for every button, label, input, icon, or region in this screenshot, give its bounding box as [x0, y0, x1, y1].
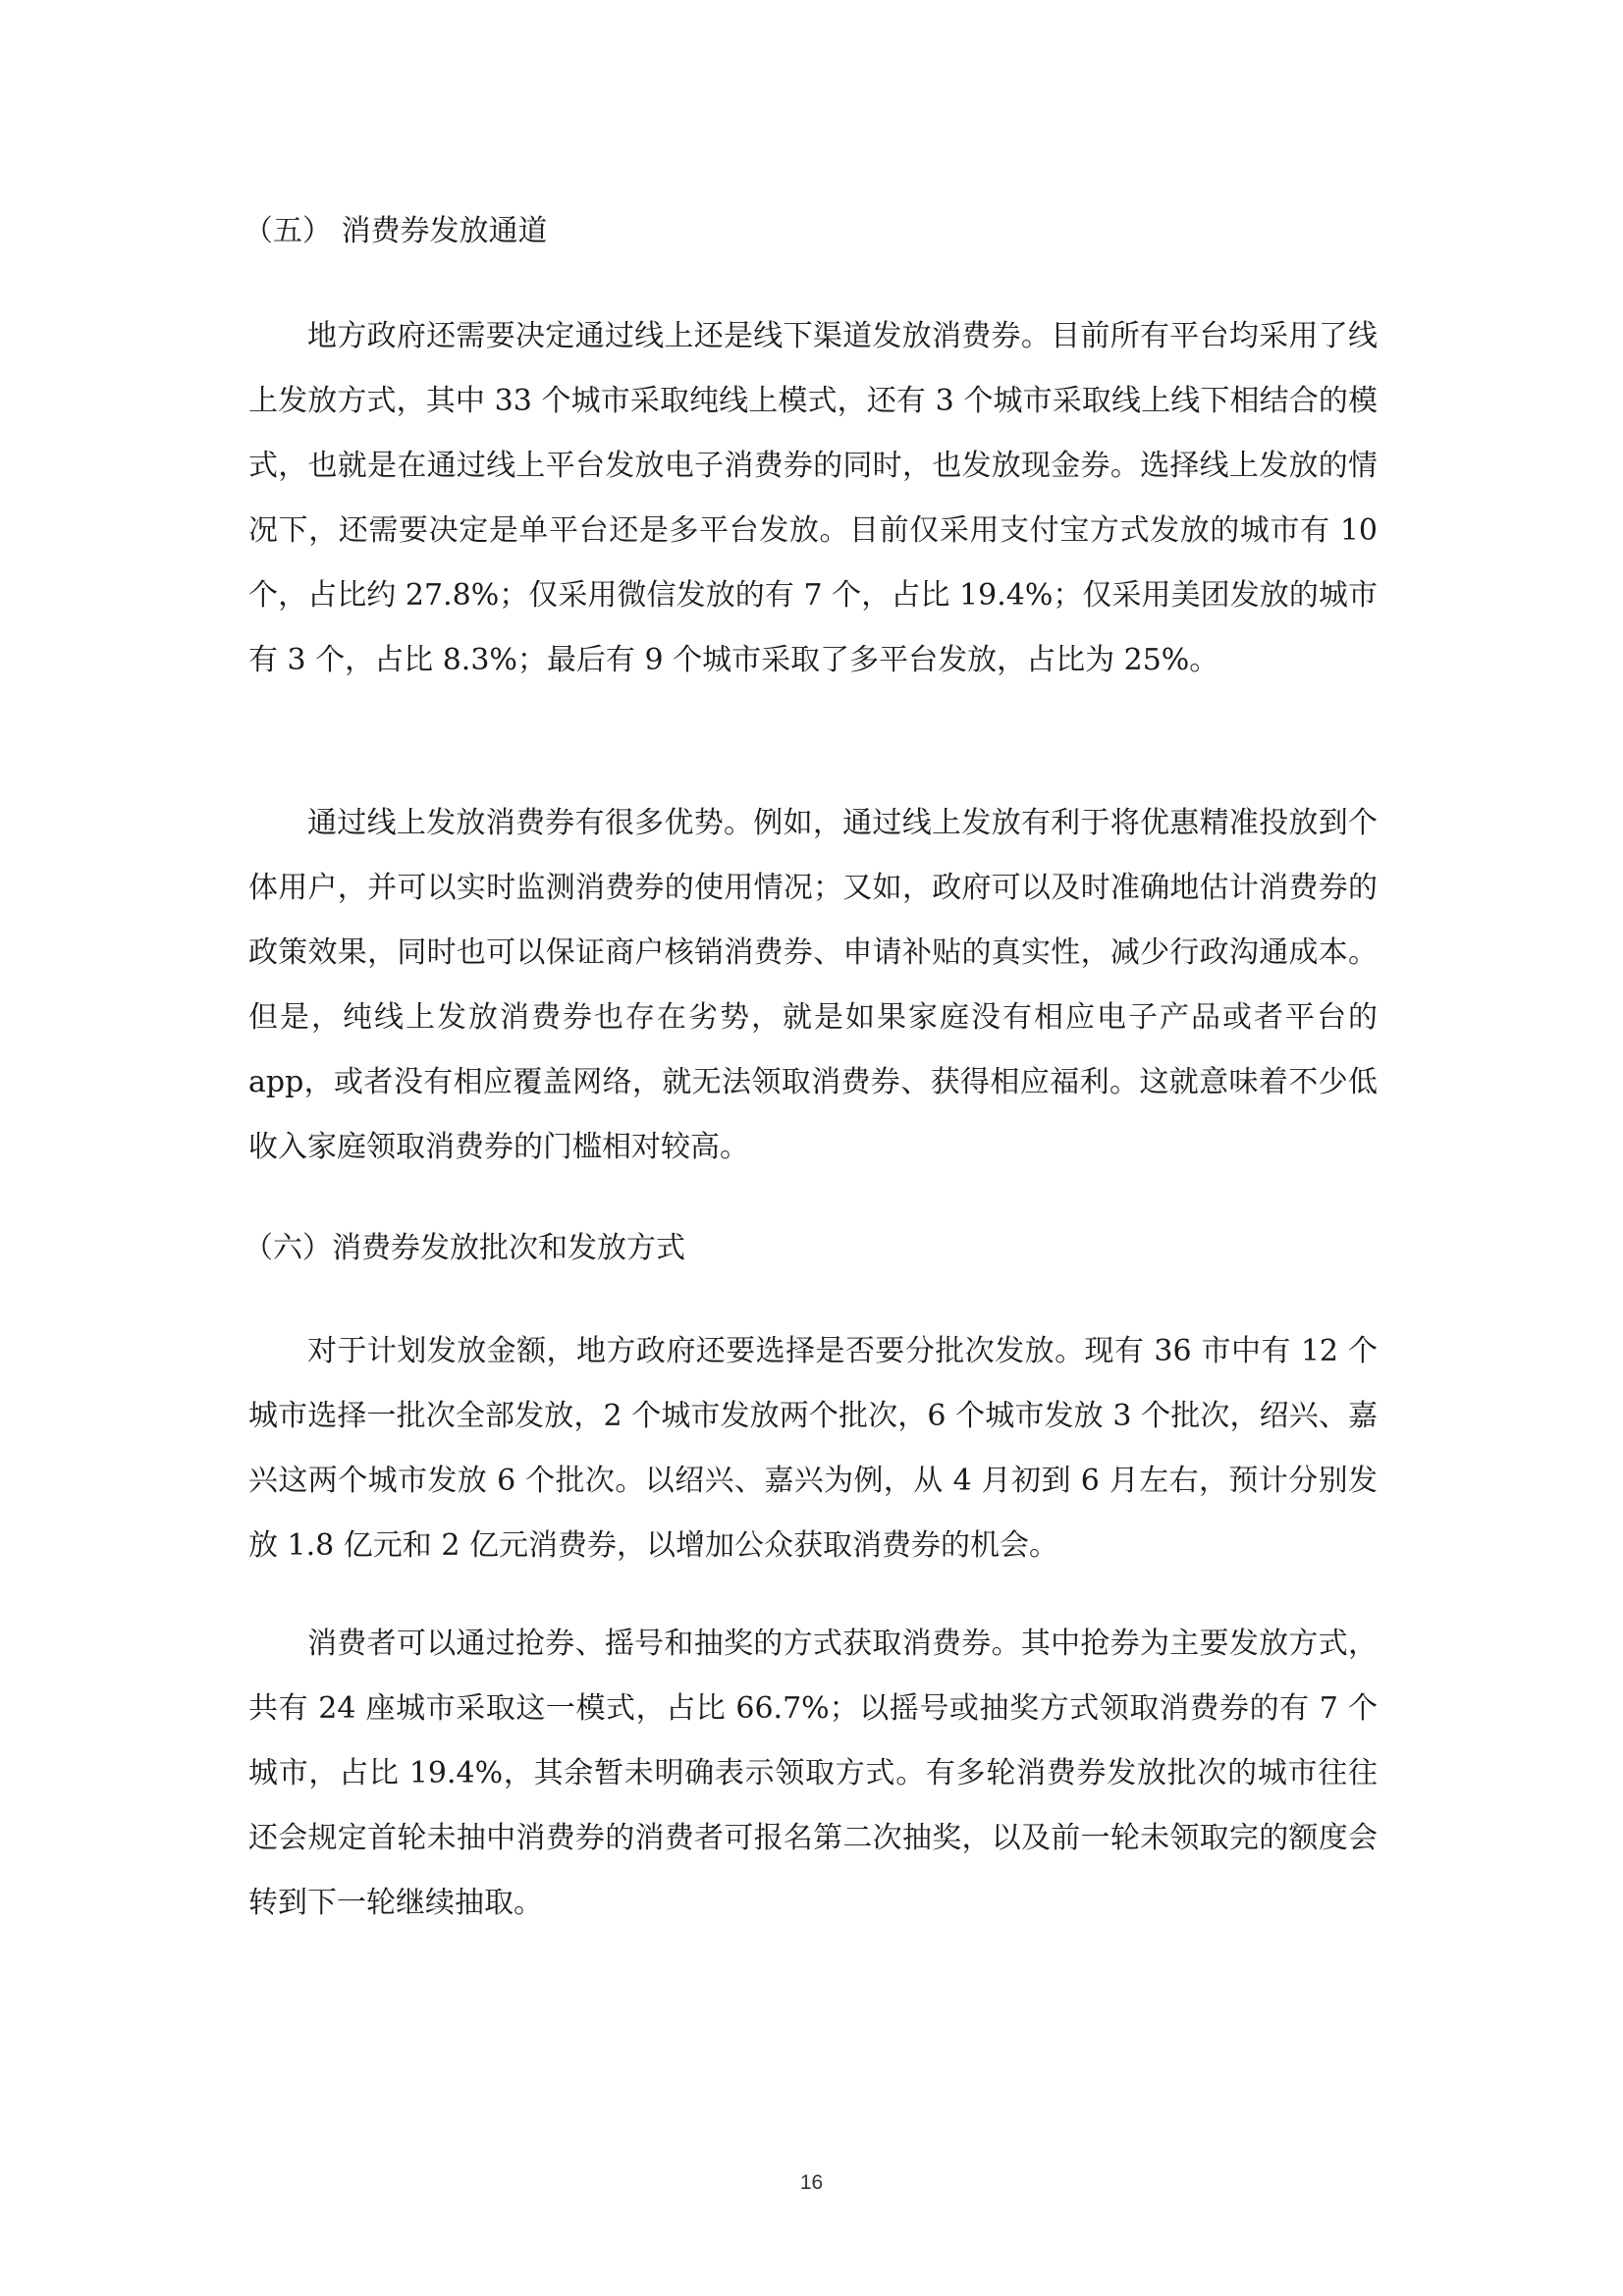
section-heading-5: （五） 消费券发放通道 [243, 214, 548, 248]
paragraph-online-advantages: 通过线上发放消费券有很多优势。例如，通过线上发放有利于将优惠精准投放到个体用户，并可以实时监测消费券的使用情况；又如，政府可以及时准确地估计消费券的政策效果，同时也可以保证商户核销消费券、申请补贴的真实性，减少行政沟通成本。但是，纯线上发放消费券也存在劣势，就是如果家庭没有相应电子产品或者平台的 app，或者没有相应覆盖网络，就无法领取消费券、获得相应福利。这就意味着不少低收入家庭领取消费券的门槛相对较高。 [248, 806, 1378, 1164]
paragraph-acquisition-methods: 消费者可以通过抢券、摇号和抽奖的方式获取消费券。其中抢券为主要发放方式，共有 24 座城市采取这一模式，占比 66.7%；以摇号或抽奖方式领取消费券的有 7 个城市，占比 19.4%，其余暂未明确表示领取方式。有多轮消费券发放批次的城市往往还会规定首轮未抽中消费券的消费者可报名第二次抽奖，以及前一轮未领取完的额度会转到下一轮继续抽取。 [248, 1627, 1378, 1920]
paragraph-online-offline-channels: 地方政府还需要决定通过线上还是线下渠道发放消费券。目前所有平台均采用了线上发放方式，其中 33 个城市采取纯线上模式，还有 3 个城市采取线上线下相结合的模式，也就是在通过线上平台发放电子消费券的同时，也发放现金券。选择线上发放的情况下，还需要决定是单平台还是多平台发放。目前仅采用支付宝方式发放的城市有 10 个，占比约 27.8%；仅采用微信发放的有 7 个，占比 19.4%；仅采用美团发放的城市有 3 个，占比 8.3%；最后有 9 个城市采取了多平台发放，占比为 25%。 [248, 319, 1378, 677]
page-number: 16 [799, 2171, 824, 2194]
section-heading-6: （六）消费券发放批次和发放方式 [243, 1231, 685, 1265]
paragraph-issuance-batches: 对于计划发放金额，地方政府还要选择是否要分批次发放。现有 36 市中有 12 个城市选择一批次全部发放，2 个城市发放两个批次，6 个城市发放 3 个批次，绍兴、嘉兴这两个城市发放 6 个批次。以绍兴、嘉兴为例，从 4 月初到 6 月左右，预计分别发放 1.8 亿元和 2 亿元消费券，以增加公众获取消费券的机会。 [248, 1334, 1378, 1563]
